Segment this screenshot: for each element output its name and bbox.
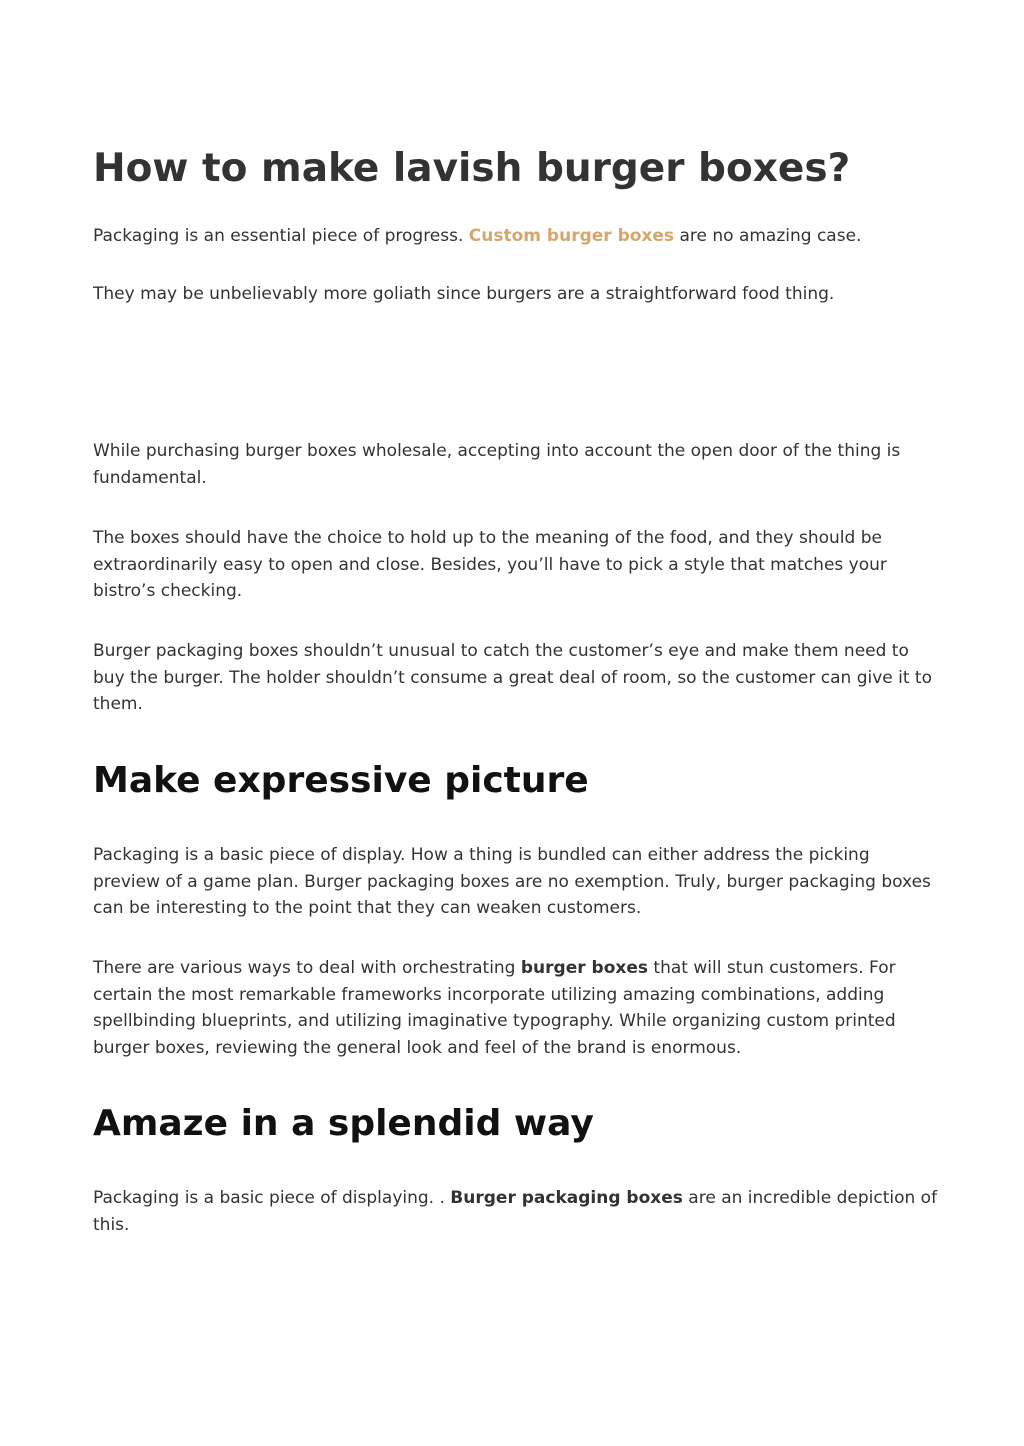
section-heading-splendid-way: Amaze in a splendid way <box>93 1103 594 1144</box>
section-heading-expressive-picture: Make expressive picture <box>93 760 589 801</box>
intro-paragraph-2: They may be unbelievably more goliath since burgers are a straightforward food thing. <box>93 284 835 304</box>
section1-paragraph-1: Packaging is a basic piece of display. How a thing is bundled can either address the picking preview of a game plan. Burger packaging boxes are no exemption. Truly, burger packaging boxes can be interesting to the point that they can weaken customers. <box>93 845 931 918</box>
burger-boxes-bold: burger boxes <box>520 958 649 978</box>
intro-text-end: are no amazing case. <box>674 226 862 246</box>
section2-paragraph-1 <box>93 1185 938 1238</box>
burger-packaging-boxes-bold: Burger packaging boxes <box>450 1188 683 1208</box>
custom-burger-boxes-link[interactable]: Custom burger boxes <box>468 226 675 246</box>
intro-paragraph-4: The boxes should have the choice to hold up to the meaning of the food, and they should be extraordinarily easy to open and close. Besides, you’ll have to pick a style that matches your bistro’s checking. <box>93 528 887 601</box>
intro-paragraph-5: Burger packaging boxes shouldn’t unusual to catch the customer’s eye and make them need to buy the burger. The holder shouldn’t consume a great deal of room, so the customer can give it to them. <box>93 641 932 714</box>
page-title: How to make lavish burger boxes? <box>93 146 851 191</box>
section1-text-end: that will stun customers. For certain the most remarkable frameworks incorporate utilizing amazing combinations, adding spellbinding blueprints, and utilizing imaginative typography. While organizing custom printed burger boxes, reviewing the general look and feel of the brand is enormous. <box>93 958 896 1058</box>
section1-text-start: There are various ways to deal with orchestrating <box>93 958 521 978</box>
intro-paragraph-3: While purchasing burger boxes wholesale, accepting into account the open door of the thing is fundamental. <box>93 441 901 488</box>
section2-text-start: Packaging is a basic piece of displaying. . <box>93 1188 451 1208</box>
intro-text-start: Packaging is an essential piece of progress. <box>93 226 469 246</box>
intro-paragraph-1 <box>93 223 938 250</box>
section1-paragraph-2 <box>93 955 938 1061</box>
section2-text-end: are an incredible depiction of this. <box>93 1188 938 1235</box>
